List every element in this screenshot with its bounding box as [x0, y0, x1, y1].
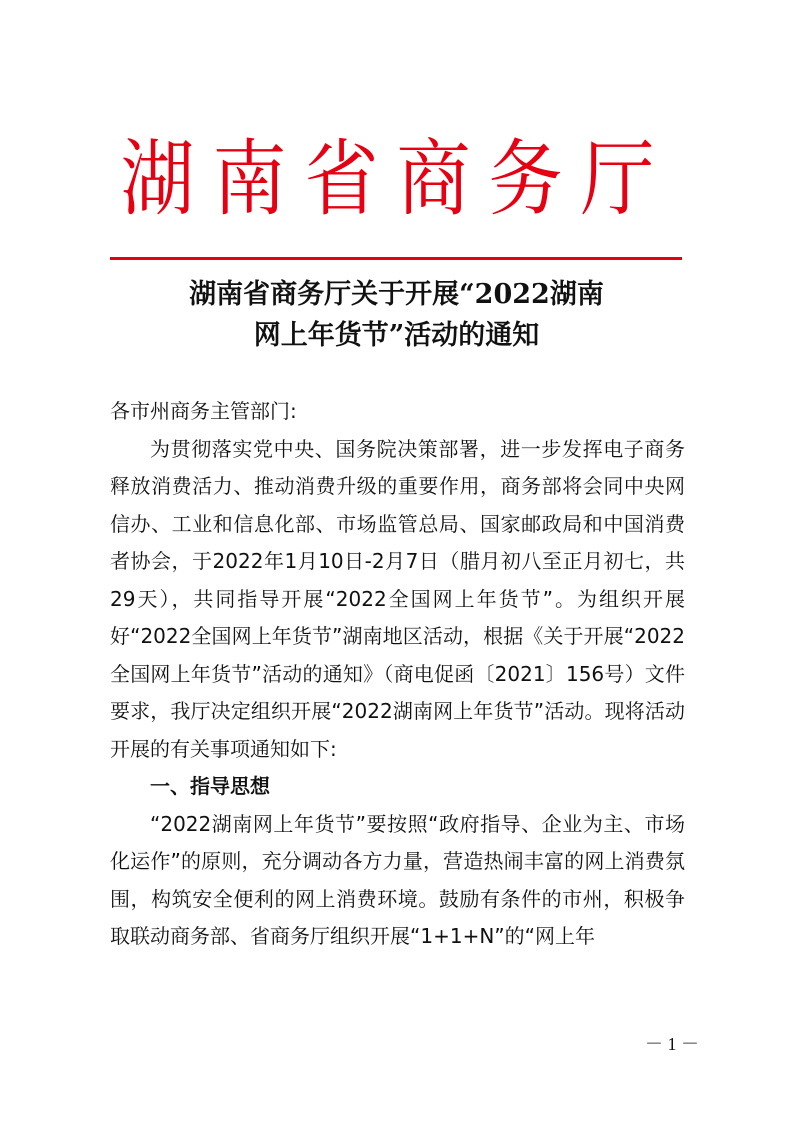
section-heading-1: 一、指导思想: [150, 774, 270, 798]
paragraph-2: “2022湖南网上年货节”要按照“政府指导、企业为主、市场化运作”的原则，充分调动各方力量，营造热闹丰富的网上消费氛围，构筑安全便利的网上消费环境。鼓励有条件的市州，积极争取联动商务部、省商务厅组织开展“1+1+N”的“网上年: [110, 811, 685, 948]
document-title-line1: 湖南省商务厅关于开展“2022湖南: [189, 279, 604, 310]
document-title-line2: 网上年货节”活动的通知: [253, 320, 540, 351]
addressee: 各市州商务主管部门:: [110, 399, 297, 423]
red-divider-line: [110, 257, 682, 260]
document-body: [110, 393, 685, 956]
paragraph-1: 为贯彻落实党中央、国务院决策部署，进一步发挥电子商务释放消费活力、推动消费升级的重要作用，商务部将会同中央网信办、工业和信息化部、市场监管总局、国家邮政局和中国消费者协会，于2022年1月10日-2月7日（腊月初八至正月初七，共29天），共同指导开展“2022全国网上年货节”。为组织开展好“2022全国网上年货节”湖南地区活动，根据《关于开展“2022全国网上年货节”活动的通知》（商电促函〔2021〕156号）文件要求，我厅决定组织开展“2022湖南网上年货节”活动。现将活动开展的有关事项通知如下:: [110, 436, 685, 761]
letterhead: 湖南省商务厅: [120, 131, 673, 228]
page-number: － 1 －: [645, 1034, 699, 1054]
